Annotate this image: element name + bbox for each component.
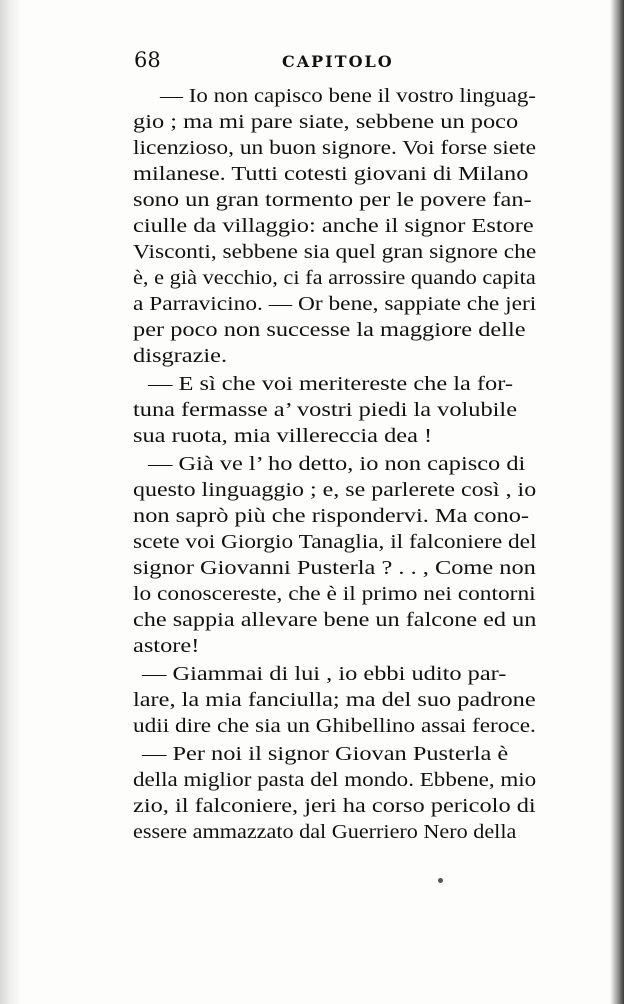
text-line: disgrazie. — [133, 346, 228, 367]
text-line: della miglior pasta del mondo. Ebbene, mio — [133, 770, 537, 791]
text-line: è, e già vecchio, ci fa arrossire quando capita — [133, 268, 536, 289]
running-head: CAPITOLO — [282, 52, 394, 71]
text-line: licenzioso, un buon signore. Voi forse siete — [133, 138, 537, 159]
text-line: — Già ve l’ ho detto, io non capisco di — [148, 454, 526, 475]
page-number: 68 — [134, 48, 161, 72]
text-line: scete voi Giorgio Tanaglia, il falconiere del — [133, 532, 537, 553]
page-header — [134, 48, 534, 80]
text-line: milanese. Tutti cotesti giovani di Milano — [133, 164, 529, 185]
text-line: lare, la mia fanciulla; ma del suo padrone — [133, 690, 536, 711]
text-line: che sappia allevare bene un falcone ed un — [133, 610, 537, 631]
text-line: zio, il falconiere, jeri ha corso pericolo di — [133, 796, 536, 817]
text-line: gio ; ma mi pare siate, sebbene un poco — [133, 112, 519, 133]
text-line: — E sì che voi meritereste che la for- — [148, 374, 513, 395]
text-line: per poco non successe la maggiore delle — [133, 320, 526, 341]
page-edge — [610, 0, 624, 1004]
text-line: sono un gran tormento per le povere fan- — [133, 190, 532, 211]
text-line: tuna fermasse a’ vostri piedi la volubile — [133, 400, 518, 421]
text-line: ciulle da villaggio: anche il signor Estore — [133, 216, 534, 237]
text-line: a Parravicino. — Or bene, sappiate che jeri — [133, 294, 537, 315]
ink-speck — [438, 878, 443, 883]
text-line: — Giammai di lui , io ebbi udito par- — [142, 664, 507, 685]
text-line: essere ammazzato dal Guerriero Nero della — [133, 822, 517, 843]
text-line: sua ruota, mia villereccia dea ! — [133, 426, 433, 447]
text-line: udii dire che sia un Ghibellino assai feroce. — [133, 716, 536, 737]
text-line: — Io non capisco bene il vostro linguag- — [160, 86, 536, 107]
text-line: signor Giovanni Pusterla ? . . , Come non — [133, 558, 536, 579]
text-line: questo linguaggio ; e, se parlerete così , io — [133, 480, 537, 501]
text-line: Visconti, sebbene sia quel gran signore che — [133, 242, 537, 263]
binding-gutter — [0, 0, 22, 1004]
text-line: — Per noi il signor Giovan Pusterla è — [142, 744, 509, 765]
text-line: lo conoscereste, che è il primo nei contorni — [133, 584, 536, 605]
text-line: astore! — [133, 636, 200, 657]
text-line: non saprò più che rispondervi. Ma cono- — [133, 506, 530, 527]
